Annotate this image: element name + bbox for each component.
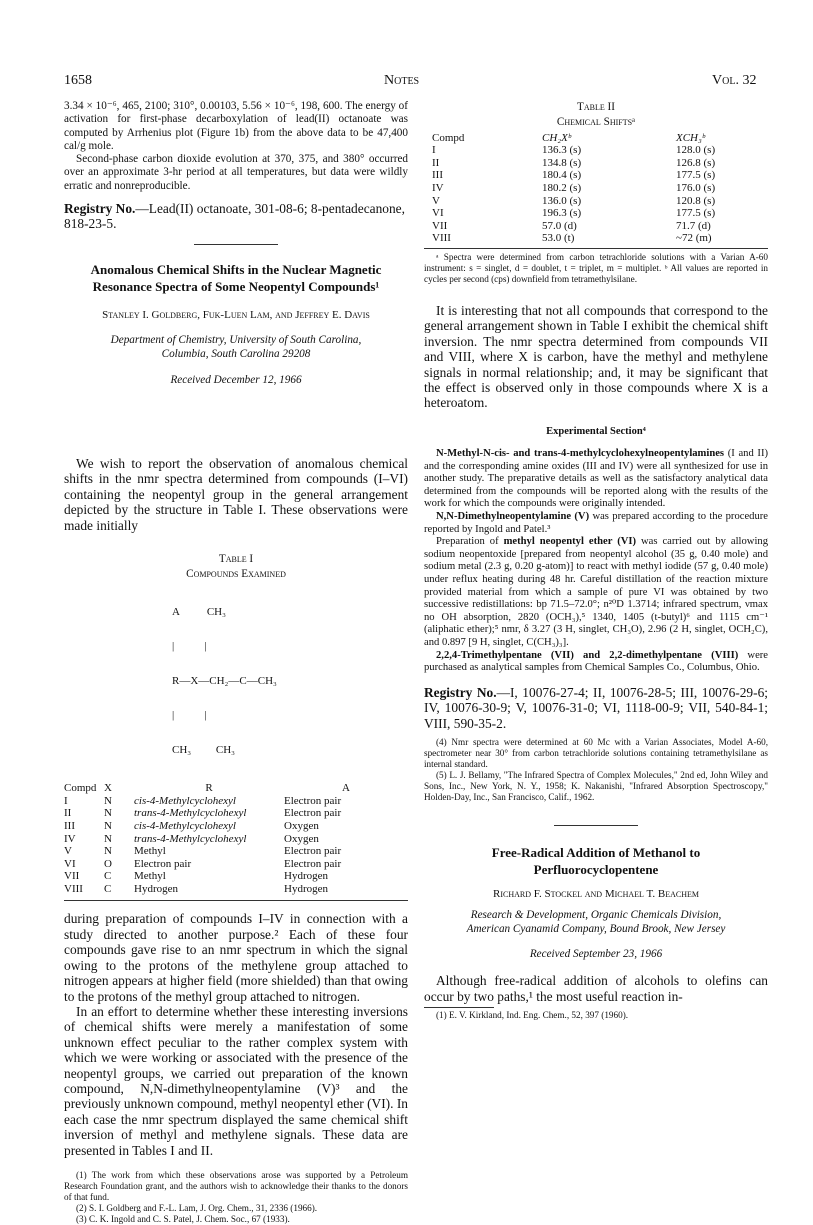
structure-diagram: A CH₃ | | R—X—CH₂—C—CH₃ | | CH₃ CH₃ bbox=[172, 605, 277, 756]
table-row: I N cis-4-Methylcyclohexyl Electron pair bbox=[64, 794, 342, 807]
table-rule bbox=[424, 248, 768, 249]
affiliation: Columbia, South Carolina 29208 bbox=[161, 347, 311, 360]
table-row: IV 180.2 (s) 176.0 (s) bbox=[432, 181, 716, 194]
table-label: Table I bbox=[218, 553, 254, 566]
table-row: II N trans-4-Methylcyclohexyl Electron pair bbox=[64, 807, 342, 820]
table-header: Compd X R A bbox=[64, 782, 350, 795]
page-number: 1658 bbox=[64, 73, 92, 88]
paragraph: We wish to report the observation of anomalous chemical shifts in the nmr spectra determined from compounds (I–VI) containing the neopentyl group in the general arrangement depicted by the structure in Table I. These observations were made initially bbox=[64, 456, 408, 533]
table-row: III 180.4 (s) 177.5 (s) bbox=[432, 169, 716, 182]
table-row: VII 57.0 (d) 71.7 (d) bbox=[432, 219, 711, 232]
table-label: Table II bbox=[577, 101, 615, 113]
table-caption: Compounds Examined bbox=[186, 568, 286, 581]
footnote: (4) Nmr spectra were determined at 60 Mc with a Varian Associates, Model A-60, spectrometer near 30° from carbon tetrachloride solutions containing tetramethylsilane as internal standard. bbox=[424, 736, 768, 769]
left-column bbox=[64, 100, 408, 245]
right-column bbox=[424, 101, 768, 1021]
table-row: VIII C Hydrogen Hydrogen bbox=[64, 882, 328, 895]
divider bbox=[554, 825, 638, 826]
continued-paragraph: Second-phase carbon dioxide evolution at 370, 375, and 380° occurred over an approximate 3-hr period at all temperatures, but data were wildly erratic and nonreproducible. bbox=[64, 153, 408, 192]
paragraph: Although free-radical addition of alcohols to olefins can occur by two paths,¹ the most useful reaction in- bbox=[424, 973, 768, 1004]
table-row: IV N trans-4-Methylcyclohexyl Oxygen bbox=[64, 832, 319, 845]
table-caption: Chemical Shiftsᵃ bbox=[556, 116, 636, 129]
paragraph: It is interesting that not all compounds that correspond to the general arrangement shown in Table I exhibit the chemical shift inversion. The nmr spectra determined from compounds VII and VIII, where X is carbon, have the methyl and methylene signals in normal relationship; and, it may be significant that the effect is observed only in those compounds where X is a heteroatom. bbox=[424, 302, 768, 411]
affiliation: American Cyanamid Company, Bound Brook, New Jersey bbox=[466, 922, 726, 935]
table-rule bbox=[64, 900, 408, 901]
table-2 bbox=[424, 132, 768, 245]
authors: Richard F. Stockel and Michael T. Beachem bbox=[492, 887, 700, 900]
table-note: ᵃ Spectra were determined from carbon tetrachloride solutions with a Varian A-60 instrument: s = singlet, d = doublet, t = triplet, m = multiplet. ᵇ All values are reported in cycles per second (cps) downfield from tetramethylsilane. bbox=[424, 251, 768, 284]
affiliation: Department of Chemistry, University of South Carolina, bbox=[110, 334, 362, 347]
received-date: Received September 23, 1966 bbox=[529, 947, 663, 960]
paragraph: In an effort to determine whether these interesting inversions of chemical shifts were merely a manifestation of some unknown effect peculiar to the rather complex system with which we were working or associated with the presence of the neopentyl groups, we carried out preparation of the known compound, N,N-dimethylneopentylamine (V)³ and the previously unknown compound, methyl neopentyl ether (VI). In each case the nmr spectrum displayed the same chemical shift inversion of methyl and methylene signals. These data are presented in Tables I and II. bbox=[64, 1003, 408, 1158]
table-1 bbox=[64, 782, 408, 895]
footnote: (3) C. K. Ingold and C. S. Patel, J. Chem. Soc., 67 (1933). bbox=[76, 1213, 290, 1224]
article-1-body bbox=[64, 456, 408, 1225]
table-row: II 134.8 (s) 126.8 (s) bbox=[432, 156, 716, 169]
registry-numbers: Registry No.—I, 10076-27-4; II, 10076-28-5; III, 10076-29-6; IV, 10076-30-9; V, 10076-31-0; VI, 1118-00-9; VII, 540-84-1; VIII, 590-35-2. bbox=[424, 684, 768, 731]
received-date: Received December 12, 1966 bbox=[170, 373, 302, 386]
table-row: VI O Electron pair Electron pair bbox=[64, 857, 342, 870]
volume: Vol. 32 bbox=[712, 73, 757, 88]
table-row: VII C Methyl Hydrogen bbox=[64, 870, 328, 883]
divider bbox=[194, 244, 278, 245]
table-header: Compd CH₂Xᵇ XCH₃ᵇ bbox=[432, 131, 705, 144]
running-head: Notes bbox=[384, 73, 420, 88]
table-row: VI 196.3 (s) 177.5 (s) bbox=[432, 207, 716, 220]
table-row: VIII 53.0 (t) ~72 (m) bbox=[432, 232, 712, 245]
authors: Stanley I. Goldberg, Fuk-Luen Lam, and Jeffrey E. Davis bbox=[102, 309, 370, 321]
footnotes bbox=[424, 737, 768, 803]
article-title: Free-Radical Addition of Methanol to Perfluorocyclopentene bbox=[491, 844, 701, 877]
paragraph: during preparation of compounds I–IV in connection with a study directed to another purpose.² Each of these four compounds gave rise to an nmr spectrum in which the signal owing to the protons of the methylene group attached to nitrogen appears at higher field (more shielded) than that owing to the protons of the methyl group attached to nitrogen. bbox=[64, 911, 408, 1004]
footnote: (1) E. V. Kirkland, Ind. Eng. Chem., 52, 397 (1960). bbox=[436, 1009, 629, 1020]
table-row: III N cis-4-Methylcyclohexyl Oxygen bbox=[64, 819, 319, 832]
table-row: I 136.3 (s) 128.0 (s) bbox=[432, 144, 716, 157]
footnote: (1) The work from which these observations arose was supported by a Petroleum Research Foundation grant, and the authors wish to acknowledge their thanks to the donors of that fund. bbox=[64, 1169, 408, 1202]
footnote: (2) S. I. Goldberg and F.-L. Lam, J. Org. Chem., 31, 2336 (1966). bbox=[76, 1202, 318, 1213]
article-1-head bbox=[64, 261, 408, 387]
experimental-section: N-Methyl-N-cis- and trans-4-methylcyclohexylneopentylamines (I and II) and the corresponding amine oxides (III and IV) were all synthesized for use in another study. The preparative details as well as the satisfactory analytical data determined from the compounds will be reported along with the results of the work for which the compounds were originally intended. N,N-Dimethylneopentylamine (V) was prepared according to the procedure reported by Ingold and Patel.³ Preparation of methyl neopentyl ether (VI) was carried out by allowing sodium neopentoxide [prepared from neopentyl alcohol (35 g, 0.40 mole) and sodium metal (2.3 g, 0.20 g-atom)] to react with methyl iodide (57 g, 0.40 mole) under reflux heating during 48 hr. Careful distillation of the reaction mixture provided material from which a sample of pure VI was obtained by two successive redistillations: bp 71.5–72.0°; n²⁰D 1.3714; infrared spectrum, νmax no OH absorption, 2820 (OCH₃),⁵ 1340, 1405 (t-butyl)⁶ and 1115 cm⁻¹ (aliphatic ether);⁵ nmr, δ 3.27 (3 H, singlet, CH₃O), 2.96 (2 H, singlet, OCH₂C), and 0.897 [9 H, singlet, C(CH₃)₃]. 2,2,4-Trimethylpentane (VII) and 2,2-dimethylpentane (VIII) were purchased as analytical samples from Chemical Samples Co., Columbus, Ohio. bbox=[424, 448, 769, 674]
table-row: V 136.0 (s) 120.8 (s) bbox=[432, 194, 716, 207]
section-heading: Experimental Section⁴ bbox=[546, 425, 646, 437]
footnotes bbox=[64, 1170, 408, 1225]
affiliation: Research & Development, Organic Chemicals Division, bbox=[470, 909, 722, 922]
footnote: (5) L. J. Bellamy, "The Infrared Spectra of Complex Molecules," 2nd ed, John Wiley and Sons, Inc., New York, N. Y., 1958; K. Nakanishi, "Infrared Absorption Spectroscopy," Holden-Day, Inc., San Francisco, Calif., 1962. bbox=[424, 769, 768, 802]
article-title: Anomalous Chemical Shifts in the Nuclear Magnetic Resonance Spectra of Some Neopentyl Compounds¹ bbox=[90, 262, 382, 294]
registry-numbers: Registry No.—Lead(II) octanoate, 301-08-6; 8-pentadecanone, 818-23-5. bbox=[64, 201, 405, 232]
footnote-rule bbox=[424, 1007, 494, 1008]
table-row: V N Methyl Electron pair bbox=[64, 845, 342, 858]
continued-paragraph: 3.34 × 10⁻⁶, 465, 2100; 310°, 0.00103, 5.56 × 10⁻⁶, 198, 600. The energy of activation for first-phase decarboxylation of lead(II) octanoate was computed by Arrhenius plot (Figure 1b) from the above data to be 47,400 cal/g mole. bbox=[64, 100, 408, 152]
